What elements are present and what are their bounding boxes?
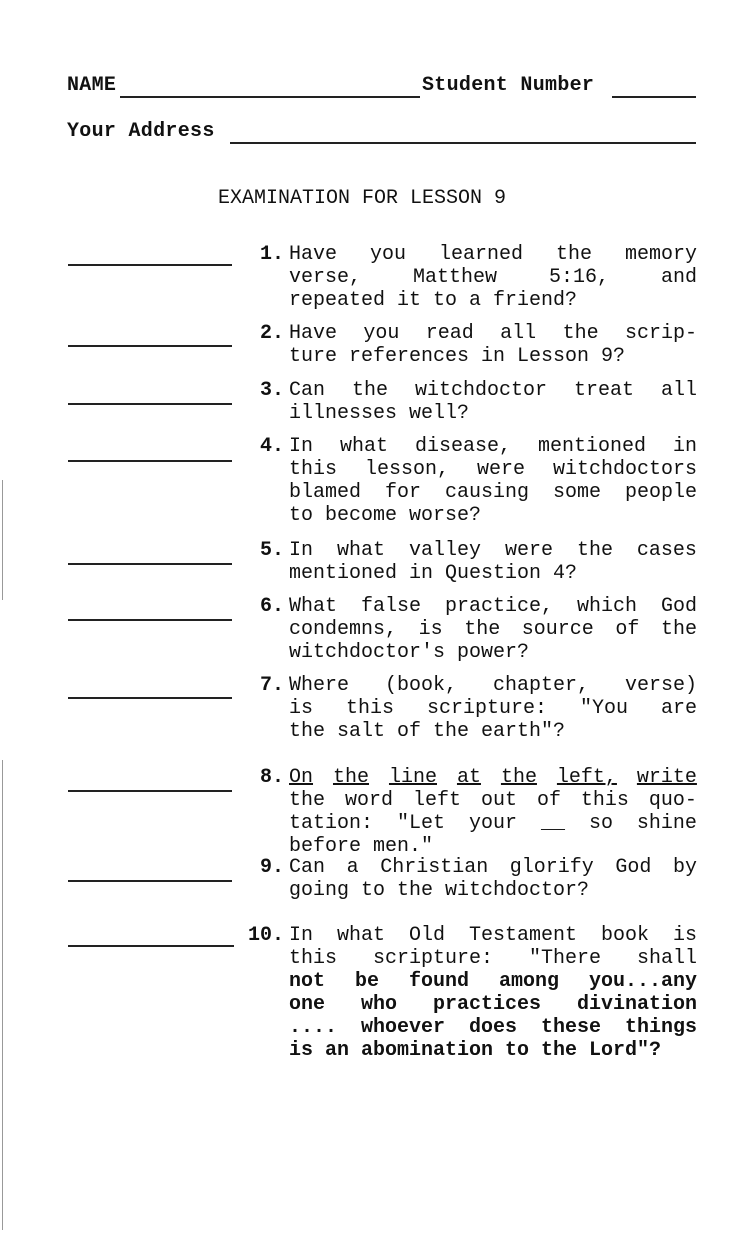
- question-number: 7.: [259, 674, 284, 697]
- question-line: Have you read all the scrip-: [289, 322, 697, 345]
- question-number: 6.: [259, 595, 284, 618]
- question-line: tation: "Let your __ so shine: [289, 812, 697, 835]
- question-line: In what disease, mentioned in: [289, 435, 697, 458]
- question-line: Can a Christian glorify God by: [289, 856, 697, 879]
- student-number-label: Student Number: [422, 74, 595, 97]
- question-line: ture references in Lesson 9?: [289, 345, 626, 368]
- question-line: On the line at the left, write: [289, 766, 697, 789]
- name-field[interactable]: [120, 96, 420, 98]
- answer-blank-7[interactable]: [68, 697, 232, 699]
- question-number: 3.: [259, 379, 284, 402]
- question-number: 1.: [259, 243, 284, 266]
- name-label: NAME: [67, 74, 117, 97]
- question-text: [289, 435, 697, 527]
- answer-blank-4[interactable]: [68, 460, 232, 462]
- question-number: 8.: [259, 766, 284, 789]
- question-line: Have you learned the memory: [289, 243, 697, 266]
- question-line: is an abomination to the Lord"?: [289, 1039, 662, 1062]
- answer-blank-5[interactable]: [68, 563, 232, 565]
- student-number-field[interactable]: [612, 96, 696, 98]
- question-line: What false practice, which God: [289, 595, 697, 618]
- question-line: the salt of the earth"?: [289, 720, 566, 743]
- question-line: In what valley were the cases: [289, 539, 697, 562]
- question-line: going to the witchdoctor?: [289, 879, 590, 902]
- question-text: [289, 322, 697, 368]
- question-line: before men.": [289, 835, 434, 858]
- margin-mark: [2, 760, 3, 1230]
- question-line: Where (book, chapter, verse): [289, 674, 697, 697]
- answer-blank-9[interactable]: [68, 880, 232, 882]
- question-text: [289, 856, 697, 902]
- question-text: [289, 539, 697, 585]
- question-line: illnesses well?: [289, 402, 470, 425]
- question-line: not be found among you...any: [289, 970, 697, 993]
- question-line: blamed for causing some people: [289, 481, 697, 504]
- question-line: repeated it to a friend?: [289, 289, 578, 312]
- answer-blank-6[interactable]: [68, 619, 232, 621]
- question-line: one who practices divination: [289, 993, 697, 1016]
- question-line: .... whoever does these things: [289, 1016, 697, 1039]
- answer-blank-1[interactable]: [68, 264, 232, 266]
- question-line: verse, Matthew 5:16, and: [289, 266, 697, 289]
- question-text: [289, 595, 697, 664]
- question-line: witchdoctor's power?: [289, 641, 530, 664]
- address-field[interactable]: [230, 142, 696, 144]
- answer-blank-3[interactable]: [68, 403, 232, 405]
- margin-mark: [2, 480, 3, 600]
- question-number: 2.: [259, 322, 284, 345]
- question-number: 5.: [259, 539, 284, 562]
- question-line: is this scripture: "You are: [289, 697, 697, 720]
- question-number: 4.: [259, 435, 284, 458]
- address-label: Your Address: [67, 120, 215, 143]
- question-line: this scripture: "There shall: [289, 947, 697, 970]
- question-number: 10.: [247, 924, 284, 947]
- question-text: [289, 924, 697, 1062]
- question-text: [289, 674, 697, 743]
- question-line: the word left out of this quo-: [289, 789, 697, 812]
- question-line: In what Old Testament book is: [289, 924, 697, 947]
- exam-title: EXAMINATION FOR LESSON 9: [218, 187, 507, 210]
- question-text: [289, 243, 697, 312]
- question-text: [289, 766, 697, 858]
- question-number: 9.: [259, 856, 284, 879]
- question-line: condemns, is the source of the: [289, 618, 697, 641]
- answer-blank-8[interactable]: [68, 790, 232, 792]
- question-line: Can the witchdoctor treat all: [289, 379, 697, 402]
- question-line: to become worse?: [289, 504, 482, 527]
- question-line: this lesson, were witchdoctors: [289, 458, 697, 481]
- question-text: [289, 379, 697, 425]
- question-line: mentioned in Question 4?: [289, 562, 578, 585]
- answer-blank-2[interactable]: [68, 345, 232, 347]
- answer-blank-10[interactable]: [68, 945, 234, 947]
